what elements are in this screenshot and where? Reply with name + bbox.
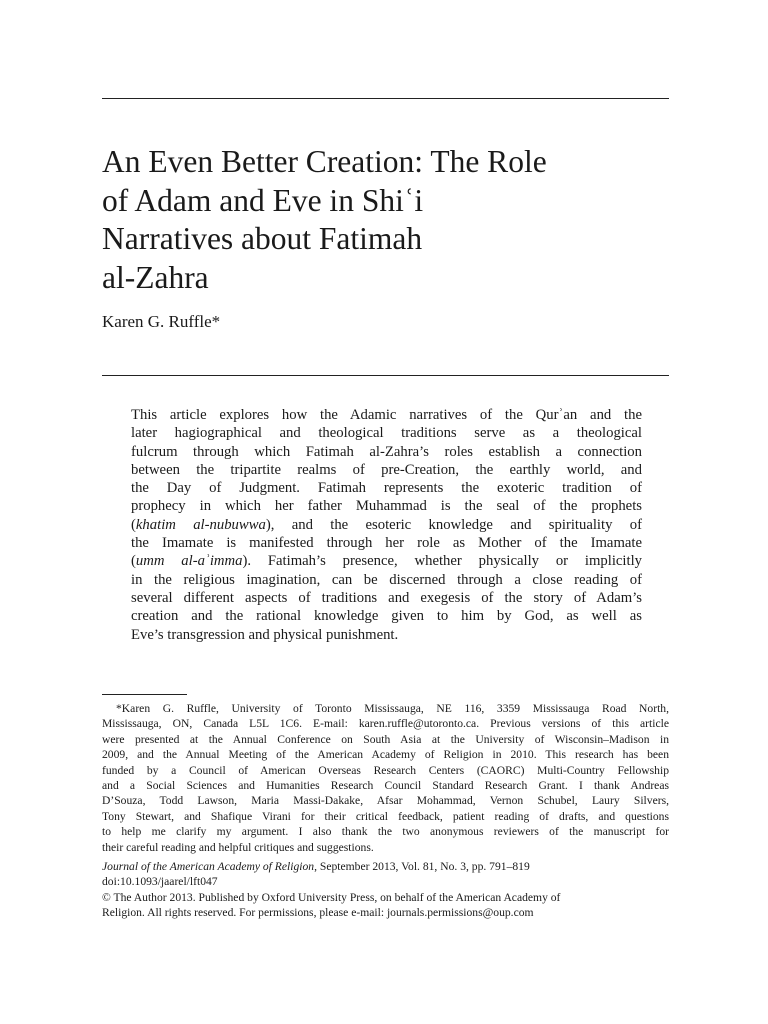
abstract-line: This article explores how the Adamic narratives of the Qurʾan and the [131, 407, 642, 423]
transliterated-term: khatim al-nubuwwa [135, 516, 266, 533]
footnote-line: funded by a Council of American Overseas Research Centers (CAORC) Multi-Country Fellowship [102, 763, 669, 777]
abstract-line: prophecy in which her father Muhammad is the seal of the prophets [131, 498, 642, 515]
abstract-line: in the religious imagination, can be discerned through a close reading of [131, 571, 642, 588]
footnote-line: 2009, and the Annual Meeting of the American Academy of Religion in 2010. This research has been [102, 748, 669, 762]
author-footnote [102, 701, 669, 855]
article-title [102, 143, 682, 297]
title-line: al-Zahra [102, 259, 209, 295]
journal-info [102, 859, 669, 921]
transliterated-term: umm al-aʾimma [135, 553, 243, 570]
text-fragment: ( [131, 516, 136, 533]
abstract [131, 406, 642, 644]
abstract-line [131, 516, 642, 534]
doi: doi:10.1093/jaarel/lft047 [102, 875, 218, 889]
title-line: An Even Better Creation: The Role [102, 144, 547, 179]
abstract-line: creation and the rational knowledge given to him by God, as well as [131, 608, 642, 625]
footnote-line: their careful reading and helpful critiques and suggestions. [102, 840, 374, 854]
abstract-line [131, 552, 642, 570]
journal-citation [102, 859, 669, 874]
copyright-line: © The Author 2013. Published by Oxford University Press, on behalf of the American Academy of [102, 890, 561, 904]
abstract-line: the Day of Judgment. Fatimah represents the exoteric tradition of [131, 480, 642, 497]
footnote-line: *Karen G. Ruffle, University of Toronto Mississauga, NE 116, 3359 Mississauga Road North, [116, 702, 669, 715]
text-fragment: ). Fatimah’s presence, whether physically or implicitly [242, 553, 643, 570]
copyright-line: Religion. All rights reserved. For permissions, please e-mail: journals.permissions@oup.com [102, 906, 534, 920]
abstract-line: later hagiographical and theological traditions serve as a theological [131, 425, 642, 442]
footnote-line: D’Souza, Todd Lawson, Maria Massi-Dakake, Afsar Mohammad, Vernon Schubel, Laury Silvers, [102, 794, 669, 808]
text-fragment: ), and the esoteric knowledge and spirituality of [265, 516, 642, 533]
footnote-line: and a Social Sciences and Humanities Research Council Standard Research Grant. I thank Andreas [102, 779, 669, 793]
footnote-line: were presented at the Annual Conference on South Asia at the University of Wisconsin–Madison in [102, 732, 669, 746]
footnote-line: to help me clarify my argument. I also thank the two anonymous reviewers of the manuscript for [102, 825, 669, 839]
text-fragment: ( [131, 553, 136, 570]
title-line: of Adam and Eve in Shiʿi [102, 182, 424, 218]
citation-details: , September 2013, Vol. 81, No. 3, pp. 791–819 [314, 860, 530, 873]
abstract-line: fulcrum through which Fatimah al-Zahra’s roles establish a connection [131, 443, 642, 460]
footnote-line: Mississauga, ON, Canada L5L 1C6. E-mail: karen.ruffle@utoronto.ca. Previous versions of this article [102, 717, 669, 731]
footnote-rule [102, 694, 187, 695]
abstract-line: the Imamate is manifested through her role as Mother of the Imamate [131, 535, 642, 552]
abstract-line: several different aspects of traditions and exegesis of the story of Adam’s [131, 589, 642, 606]
abstract-line: between the tripartite realms of pre-Creation, the earthly world, and [131, 461, 642, 478]
journal-name: Journal of the American Academy of Religion [102, 860, 315, 873]
title-line: Narratives about Fatimah [102, 221, 423, 256]
section-rule [102, 375, 669, 376]
abstract-line: Eve’s transgression and physical punishment. [131, 626, 399, 643]
top-rule [102, 98, 669, 99]
author-name: Karen G. Ruffle* [102, 312, 221, 331]
footnote-line: Tony Stewart, and Shafique Virani for their critical feedback, patient reading of drafts, and questions [102, 809, 669, 823]
